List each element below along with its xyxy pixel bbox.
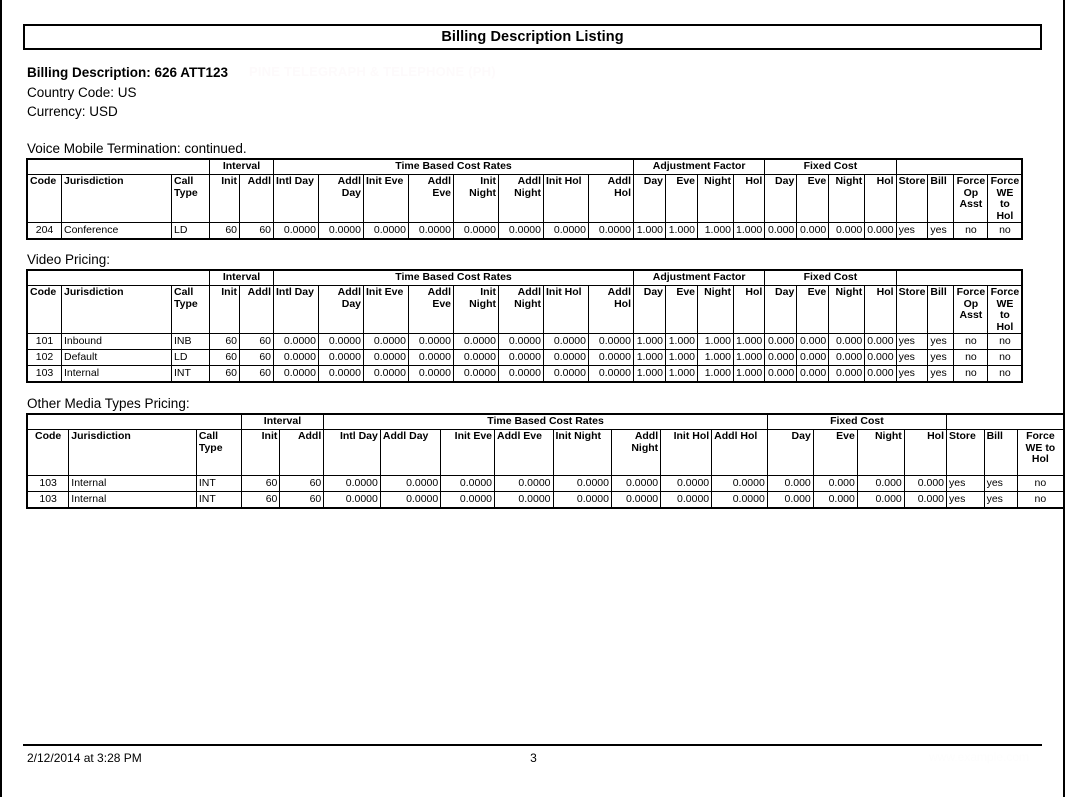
cell-adj-day: 1.000 [634, 334, 666, 350]
cell-fc-night: 0.000 [829, 334, 865, 350]
cell-addl: 60 [240, 334, 274, 350]
cell-addl-night: 0.0000 [612, 476, 661, 492]
cell-force-op-asst: no [954, 350, 988, 366]
cell-init-night: 0.0000 [454, 350, 499, 366]
col-header-bill: Bill [928, 286, 954, 334]
table-body [28, 223, 1022, 239]
cell-adj-eve: 1.000 [666, 223, 698, 239]
cell-fc-eve: 0.000 [797, 366, 829, 382]
cell-addl-day: 0.0000 [319, 223, 364, 239]
col-header-init: Init [210, 175, 240, 223]
cell-init: 60 [210, 334, 240, 350]
cell-fc-night: 0.000 [857, 492, 904, 508]
footer-timestamp: 2/12/2014 at 3:28 PM [27, 751, 142, 765]
group-header-interval: Interval [210, 160, 274, 175]
cell-adj-night: 1.000 [698, 350, 734, 366]
group-header-blank [28, 160, 210, 175]
table-row [28, 366, 1022, 382]
cell-adj-hol: 1.000 [734, 223, 765, 239]
group-header-fixed-cost: Fixed Cost [767, 415, 946, 430]
col-header-force-we-to-hol: Force WE to Hol [988, 286, 1022, 334]
col-header-addl-eve: Addl Eve [495, 430, 553, 476]
cell-init-eve: 0.0000 [441, 476, 495, 492]
col-header-bill: Bill [928, 175, 954, 223]
cell-addl-day: 0.0000 [380, 476, 440, 492]
group-header-flags [896, 160, 1022, 175]
section-caption: Video Pricing: [27, 252, 111, 267]
cell-bill: yes [984, 492, 1017, 508]
col-header-addl-day: Addl Day [319, 286, 364, 334]
cell-init-eve: 0.0000 [364, 366, 409, 382]
group-header-time-based-cost-rates: Time Based Cost Rates [274, 271, 634, 286]
col-header-init-eve: Init Eve [364, 286, 409, 334]
cell-adj-eve: 1.000 [666, 334, 698, 350]
cell-store: yes [896, 366, 928, 382]
col-header-fc-night: Night [857, 430, 904, 476]
col-header-adj-eve: Eve [666, 286, 698, 334]
group-header-time-based-cost-rates: Time Based Cost Rates [274, 160, 634, 175]
col-header-adj-day: Day [634, 175, 666, 223]
cell-jurisdiction: Internal [69, 492, 197, 508]
col-header-init-night: Init Night [454, 286, 499, 334]
cell-adj-eve: 1.000 [666, 366, 698, 382]
cell-call-type: INT [196, 492, 241, 508]
col-header-adj-hol: Hol [734, 175, 765, 223]
group-header-interval: Interval [210, 271, 274, 286]
cell-addl-hol: 0.0000 [589, 366, 634, 382]
cell-addl-eve: 0.0000 [495, 492, 553, 508]
cell-bill: yes [928, 366, 954, 382]
group-header-flags [896, 271, 1022, 286]
group-header-blank [28, 415, 242, 430]
report-title-banner [23, 24, 1042, 50]
group-header-interval: Interval [241, 415, 324, 430]
col-header-force-we-to-hol: Force WE to Hol [988, 175, 1022, 223]
col-header-init: Init [241, 430, 280, 476]
col-header-jurisdiction: Jurisdiction [62, 175, 172, 223]
table-row [28, 350, 1022, 366]
col-header-addl-night: Addl Night [499, 286, 544, 334]
col-header-fc-eve: Eve [797, 286, 829, 334]
cell-addl-hol: 0.0000 [589, 350, 634, 366]
cell-addl-day: 0.0000 [319, 366, 364, 382]
cell-addl-eve: 0.0000 [409, 366, 454, 382]
cell-addl-eve: 0.0000 [409, 334, 454, 350]
col-header-code: Code [28, 286, 62, 334]
cell-call-type: LD [172, 223, 210, 239]
cell-bill: yes [928, 223, 954, 239]
cell-init-eve: 0.0000 [364, 223, 409, 239]
cell-fc-day: 0.000 [765, 223, 797, 239]
cell-intl-day: 0.0000 [274, 350, 319, 366]
section-other-media-types-pricing [27, 396, 1064, 508]
table-group-header-row [28, 160, 1022, 175]
cell-code: 103 [28, 366, 62, 382]
table-body [28, 334, 1022, 382]
cell-addl-hol: 0.0000 [589, 223, 634, 239]
group-header-fixed-cost: Fixed Cost [765, 160, 896, 175]
cell-force-op-asst: no [954, 334, 988, 350]
col-header-fc-hol: Hol [904, 430, 946, 476]
col-header-adj-night: Night [698, 175, 734, 223]
cell-adj-day: 1.000 [634, 350, 666, 366]
cell-fc-hol: 0.000 [865, 334, 896, 350]
cell-addl-hol: 0.0000 [712, 492, 768, 508]
cell-addl-hol: 0.0000 [589, 334, 634, 350]
col-header-addl-hol: Addl Hol [589, 175, 634, 223]
col-header-adj-eve: Eve [666, 175, 698, 223]
col-header-init-night: Init Night [553, 430, 611, 476]
col-header-intl-day: Intl Day [324, 430, 381, 476]
col-header-init-hol: Init Hol [661, 430, 712, 476]
cell-fc-eve: 0.000 [813, 476, 857, 492]
cell-fc-day: 0.000 [765, 366, 797, 382]
footer-rule [23, 744, 1042, 746]
col-header-store: Store [896, 175, 928, 223]
cell-intl-day: 0.0000 [324, 492, 381, 508]
col-header-adj-day: Day [634, 286, 666, 334]
cell-fc-eve: 0.000 [797, 350, 829, 366]
table-row [28, 334, 1022, 350]
cell-force-we-to-hol: no [988, 366, 1022, 382]
cell-force-op-asst: no [954, 223, 988, 239]
cell-fc-eve: 0.000 [797, 223, 829, 239]
col-header-adj-hol: Hol [734, 286, 765, 334]
col-header-init-hol: Init Hol [544, 175, 589, 223]
col-header-init-hol: Init Hol [544, 286, 589, 334]
cell-init: 60 [210, 223, 240, 239]
cell-init: 60 [210, 350, 240, 366]
pricing-table [27, 159, 1022, 239]
col-header-init-eve: Init Eve [364, 175, 409, 223]
col-header-call-type: Call Type [172, 286, 210, 334]
cell-adj-hol: 1.000 [734, 334, 765, 350]
col-header-fc-hol: Hol [865, 286, 896, 334]
page-title: Billing Description Listing [441, 29, 624, 45]
col-header-fc-night: Night [829, 286, 865, 334]
cell-call-type: INT [196, 476, 241, 492]
cell-call-type: INB [172, 334, 210, 350]
cell-addl-night: 0.0000 [499, 334, 544, 350]
col-header-addl: Addl [240, 175, 274, 223]
cell-init-eve: 0.0000 [364, 334, 409, 350]
currency-line: Currency: USD [27, 104, 118, 119]
cell-force-we-to-hol: no [988, 350, 1022, 366]
col-header-addl-day: Addl Day [380, 430, 440, 476]
cell-force-op-asst: no [954, 366, 988, 382]
cell-intl-day: 0.0000 [274, 366, 319, 382]
cell-init-hol: 0.0000 [544, 366, 589, 382]
cell-jurisdiction: Default [62, 350, 172, 366]
cell-init-hol: 0.0000 [544, 223, 589, 239]
cell-adj-night: 1.000 [698, 223, 734, 239]
cell-fc-hol: 0.000 [865, 350, 896, 366]
cell-adj-night: 1.000 [698, 334, 734, 350]
col-header-jurisdiction: Jurisdiction [62, 286, 172, 334]
table-column-header-row [28, 175, 1022, 223]
cell-fc-hol: 0.000 [865, 366, 896, 382]
cell-adj-eve: 1.000 [666, 350, 698, 366]
section-caption: Other Media Types Pricing: [27, 396, 190, 411]
country-code-line: Country Code: US [27, 84, 137, 100]
cell-addl: 60 [280, 492, 324, 508]
cell-fc-eve: 0.000 [813, 492, 857, 508]
billing-description-line: Billing Description: 626 ATT123 [27, 65, 229, 80]
col-header-addl-eve: Addl Eve [409, 286, 454, 334]
cell-jurisdiction: Conference [62, 223, 172, 239]
page-left-border [1, 0, 2, 797]
table-row [28, 492, 1064, 508]
col-header-fc-day: Day [767, 430, 813, 476]
col-header-code: Code [28, 175, 62, 223]
cell-fc-hol: 0.000 [865, 223, 896, 239]
table-column-header-row [28, 286, 1022, 334]
cell-intl-day: 0.0000 [274, 334, 319, 350]
col-header-addl-eve: Addl Eve [409, 175, 454, 223]
cell-fc-hol: 0.000 [904, 492, 946, 508]
cell-adj-night: 1.000 [698, 366, 734, 382]
cell-addl-night: 0.0000 [612, 492, 661, 508]
cell-addl: 60 [280, 476, 324, 492]
footer-page-number: 3 [530, 751, 537, 765]
cell-addl-eve: 0.0000 [495, 476, 553, 492]
col-header-addl-night: Addl Night [612, 430, 661, 476]
section-caption: Voice Mobile Termination: continued. [27, 141, 247, 156]
watermark-top-text: PINE TELEGRAPH & TELEPHONE (PH) [249, 64, 496, 79]
table-row [28, 476, 1064, 492]
group-header-blank [28, 271, 210, 286]
cell-force-we-to-hol: no [988, 334, 1022, 350]
col-header-fc-eve: Eve [813, 430, 857, 476]
watermark-bottom-text: www.example.com [929, 750, 1030, 764]
cell-fc-day: 0.000 [767, 492, 813, 508]
cell-intl-day: 0.0000 [324, 476, 381, 492]
cell-jurisdiction: Inbound [62, 334, 172, 350]
table-group-header-row [28, 415, 1064, 430]
table-column-header-row [28, 430, 1064, 476]
cell-store: yes [947, 492, 985, 508]
cell-code: 101 [28, 334, 62, 350]
col-header-force-we-to-hol: Force WE to Hol [1017, 430, 1063, 476]
cell-fc-night: 0.000 [829, 350, 865, 366]
cell-addl-hol: 0.0000 [712, 476, 768, 492]
cell-adj-hol: 1.000 [734, 350, 765, 366]
cell-force-we-to-hol: no [1017, 492, 1063, 508]
section-video-pricing [27, 252, 1022, 382]
cell-init-eve: 0.0000 [364, 350, 409, 366]
table-row [28, 223, 1022, 239]
cell-store: yes [896, 350, 928, 366]
cell-fc-night: 0.000 [857, 476, 904, 492]
cell-addl: 60 [240, 350, 274, 366]
cell-init: 60 [241, 492, 280, 508]
cell-fc-day: 0.000 [765, 350, 797, 366]
cell-addl-eve: 0.0000 [409, 350, 454, 366]
report-meta-block [27, 63, 228, 122]
group-header-adjustment-factor: Adjustment Factor [634, 271, 765, 286]
col-header-store: Store [896, 286, 928, 334]
col-header-intl-day: Intl Day [274, 286, 319, 334]
cell-jurisdiction: Internal [69, 476, 197, 492]
cell-code: 204 [28, 223, 62, 239]
cell-init-hol: 0.0000 [544, 350, 589, 366]
pricing-table [27, 414, 1064, 508]
cell-addl-day: 0.0000 [319, 334, 364, 350]
cell-addl-day: 0.0000 [319, 350, 364, 366]
pricing-table [27, 270, 1022, 382]
cell-init-hol: 0.0000 [544, 334, 589, 350]
col-header-addl-night: Addl Night [499, 175, 544, 223]
group-header-flags [947, 415, 1064, 430]
cell-fc-night: 0.000 [829, 366, 865, 382]
col-header-call-type: Call Type [196, 430, 241, 476]
cell-store: yes [896, 223, 928, 239]
table-body [28, 476, 1064, 508]
cell-fc-day: 0.000 [767, 476, 813, 492]
cell-addl-night: 0.0000 [499, 350, 544, 366]
cell-bill: yes [928, 350, 954, 366]
cell-init-night: 0.0000 [553, 492, 611, 508]
cell-force-we-to-hol: no [1017, 476, 1063, 492]
col-header-fc-night: Night [829, 175, 865, 223]
col-header-init-night: Init Night [454, 175, 499, 223]
col-header-code: Code [28, 430, 69, 476]
cell-intl-day: 0.0000 [274, 223, 319, 239]
group-header-time-based-cost-rates: Time Based Cost Rates [324, 415, 768, 430]
cell-addl-eve: 0.0000 [409, 223, 454, 239]
cell-call-type: LD [172, 350, 210, 366]
cell-bill: yes [984, 476, 1017, 492]
cell-call-type: INT [172, 366, 210, 382]
cell-addl-night: 0.0000 [499, 366, 544, 382]
cell-init-night: 0.0000 [454, 223, 499, 239]
col-header-intl-day: Intl Day [274, 175, 319, 223]
col-header-fc-day: Day [765, 286, 797, 334]
col-header-jurisdiction: Jurisdiction [69, 430, 197, 476]
cell-store: yes [896, 334, 928, 350]
col-header-addl: Addl [280, 430, 324, 476]
cell-bill: yes [928, 334, 954, 350]
col-header-store: Store [947, 430, 985, 476]
col-header-addl: Addl [240, 286, 274, 334]
col-header-call-type: Call Type [172, 175, 210, 223]
cell-store: yes [947, 476, 985, 492]
col-header-fc-hol: Hol [865, 175, 896, 223]
section-voice-mobile-termination [27, 141, 1022, 239]
col-header-force-op-asst: Force Op Asst [954, 286, 988, 334]
cell-addl-day: 0.0000 [380, 492, 440, 508]
table-group-header-row [28, 271, 1022, 286]
cell-force-we-to-hol: no [988, 223, 1022, 239]
cell-code: 102 [28, 350, 62, 366]
cell-fc-day: 0.000 [765, 334, 797, 350]
cell-code: 103 [28, 476, 69, 492]
cell-init: 60 [241, 476, 280, 492]
cell-init-night: 0.0000 [454, 334, 499, 350]
group-header-fixed-cost: Fixed Cost [765, 271, 896, 286]
col-header-init-eve: Init Eve [441, 430, 495, 476]
col-header-addl-hol: Addl Hol [712, 430, 768, 476]
cell-init: 60 [210, 366, 240, 382]
cell-addl: 60 [240, 223, 274, 239]
cell-code: 103 [28, 492, 69, 508]
col-header-force-op-asst: Force Op Asst [954, 175, 988, 223]
cell-init-night: 0.0000 [553, 476, 611, 492]
cell-addl-night: 0.0000 [499, 223, 544, 239]
col-header-adj-night: Night [698, 286, 734, 334]
cell-fc-eve: 0.000 [797, 334, 829, 350]
col-header-addl-day: Addl Day [319, 175, 364, 223]
col-header-bill: Bill [984, 430, 1017, 476]
cell-adj-day: 1.000 [634, 223, 666, 239]
cell-fc-night: 0.000 [829, 223, 865, 239]
col-header-init: Init [210, 286, 240, 334]
cell-jurisdiction: Internal [62, 366, 172, 382]
cell-adj-hol: 1.000 [734, 366, 765, 382]
cell-adj-day: 1.000 [634, 366, 666, 382]
cell-init-hol: 0.0000 [661, 476, 712, 492]
cell-addl: 60 [240, 366, 274, 382]
col-header-fc-day: Day [765, 175, 797, 223]
cell-fc-hol: 0.000 [904, 476, 946, 492]
cell-init-eve: 0.0000 [441, 492, 495, 508]
group-header-adjustment-factor: Adjustment Factor [634, 160, 765, 175]
col-header-addl-hol: Addl Hol [589, 286, 634, 334]
col-header-fc-eve: Eve [797, 175, 829, 223]
cell-init-hol: 0.0000 [661, 492, 712, 508]
cell-init-night: 0.0000 [454, 366, 499, 382]
